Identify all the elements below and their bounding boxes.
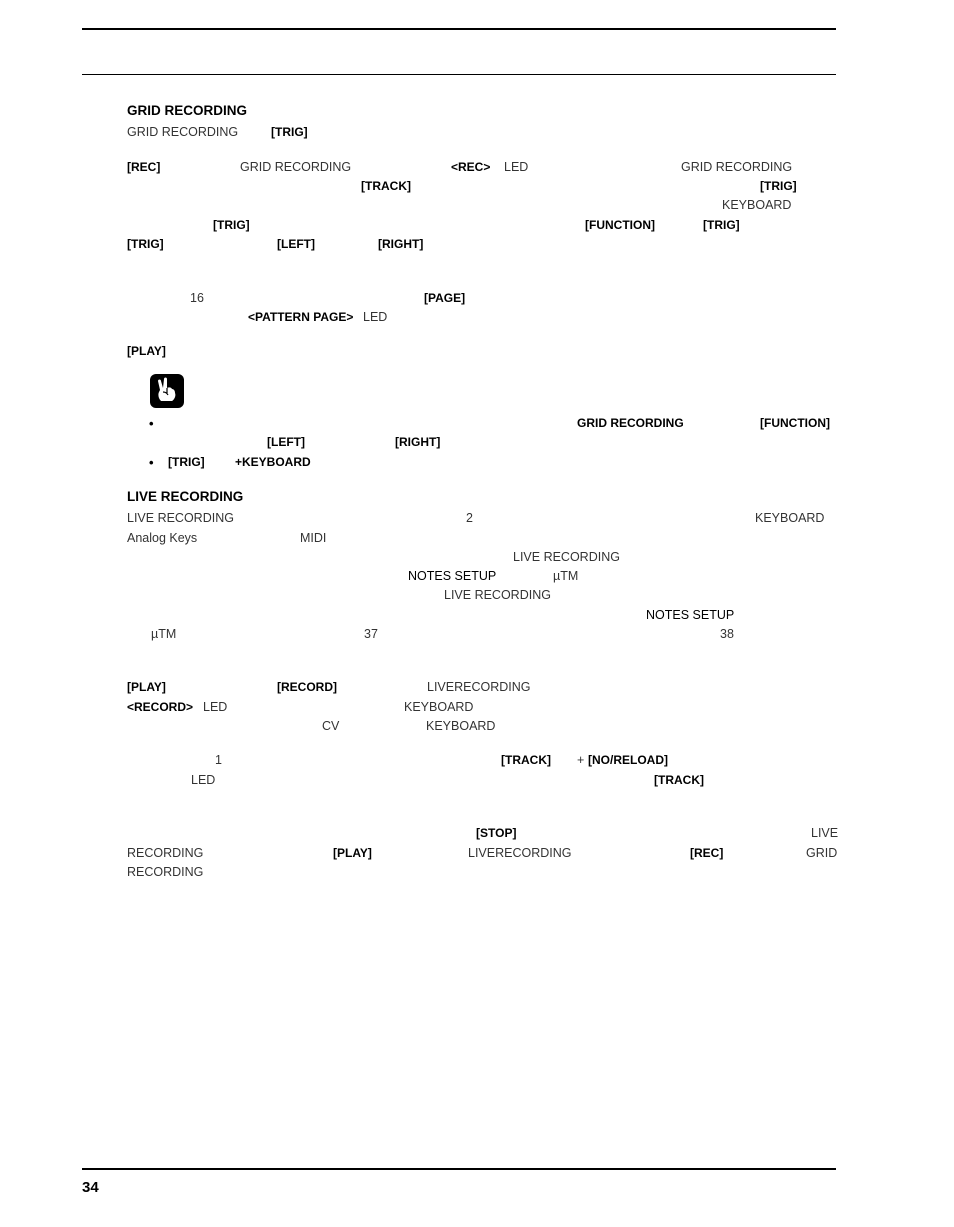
grid-play: [PLAY] bbox=[127, 344, 166, 358]
live-p3-track: [TRACK] bbox=[501, 753, 551, 767]
live-p4-grid: GRID bbox=[806, 846, 838, 860]
tip-b1-function: [FUNCTION] bbox=[760, 416, 830, 430]
live-p2-record-led: <RECORD> bbox=[127, 700, 194, 714]
grid-p1-track: [TRACK] bbox=[361, 179, 411, 193]
live-l7-38: 38 bbox=[720, 627, 734, 641]
live-p2-cv: CV bbox=[322, 719, 340, 733]
live-l2-analog: Analog Keys bbox=[127, 531, 198, 545]
grid-p1-trig1: [TRIG] bbox=[760, 179, 797, 193]
live-l1-keyboard: KEYBOARD bbox=[755, 511, 825, 525]
live-p4-recording: RECORDING bbox=[127, 846, 204, 860]
grid-p1-gr1: GRID RECORDING bbox=[240, 160, 352, 174]
live-l3-lr: LIVE RECORDING bbox=[513, 550, 620, 564]
live-p3-plus: + bbox=[577, 753, 585, 767]
grid-p1-led: LED bbox=[504, 160, 529, 174]
live-p2-play: [PLAY] bbox=[127, 680, 166, 694]
grid-p1-trig2: [TRIG] bbox=[213, 218, 250, 232]
live-p4-liverec: LIVERECORDING bbox=[468, 846, 572, 860]
live-p3-track2: [TRACK] bbox=[654, 773, 704, 787]
rec-key: [REC] bbox=[127, 160, 161, 174]
grid-p1-left: [LEFT] bbox=[277, 237, 315, 251]
live-l1-lr: LIVE RECORDING bbox=[127, 511, 234, 525]
live-l4-utm: µTM bbox=[553, 569, 579, 583]
live-l2-midi: MIDI bbox=[300, 531, 327, 545]
live-p3-1: 1 bbox=[215, 753, 222, 767]
live-l1-2: 2 bbox=[466, 511, 473, 525]
live-recording-heading: LIVE RECORDING bbox=[127, 489, 244, 504]
live-p2-led: LED bbox=[203, 700, 228, 714]
live-p3-led: LED bbox=[191, 773, 216, 787]
grid-p1-trig4: [TRIG] bbox=[127, 237, 164, 251]
tip-b2-trig: [TRIG] bbox=[168, 455, 205, 469]
grid-p2-led: LED bbox=[363, 310, 388, 324]
grid-intro-label: GRID RECORDING bbox=[127, 125, 239, 139]
grid-p1-trig3: [TRIG] bbox=[703, 218, 740, 232]
live-l7-utm: µTM bbox=[151, 627, 177, 641]
tip-bullet-2: • bbox=[149, 455, 154, 470]
live-p2-keyboard1: KEYBOARD bbox=[404, 700, 474, 714]
grid-p2-pattern-page: <PATTERN PAGE> bbox=[248, 310, 354, 324]
header-rule-bottom bbox=[82, 74, 836, 75]
tip-b1-right: [RIGHT] bbox=[395, 435, 441, 449]
live-p4-stop: [STOP] bbox=[476, 826, 517, 840]
live-l6-notes: NOTES SETUP bbox=[646, 608, 735, 622]
live-p4-live: LIVE bbox=[811, 826, 839, 840]
live-p4-play: [PLAY] bbox=[333, 846, 372, 860]
page-number: 34 bbox=[82, 1179, 99, 1196]
grid-p1-rec-led: <REC> bbox=[451, 160, 491, 174]
tip-b2-keyboard: +KEYBOARD bbox=[235, 455, 311, 469]
live-p2-keyboard2: KEYBOARD bbox=[426, 719, 496, 733]
live-p4-recording2: RECORDING bbox=[127, 865, 204, 879]
grid-p1-gr2: GRID RECORDING bbox=[681, 160, 793, 174]
live-p3-noreload: [NO/RELOAD] bbox=[588, 753, 668, 767]
tip-bullet-1: • bbox=[149, 416, 154, 431]
grid-p1-keyboard: KEYBOARD bbox=[722, 198, 792, 212]
header-rule-top bbox=[82, 28, 836, 30]
live-p2-liverec: LIVERECORDING bbox=[427, 680, 531, 694]
grid-p2-page: [PAGE] bbox=[424, 291, 466, 305]
live-p4-rec: [REC] bbox=[690, 846, 724, 860]
live-l5-lr: LIVE RECORDING bbox=[444, 588, 551, 602]
live-p2-record: [RECORD] bbox=[277, 680, 337, 694]
grid-p2-16: 16 bbox=[190, 291, 204, 305]
hand-peace-icon bbox=[150, 374, 184, 408]
tip-b1-left: [LEFT] bbox=[267, 435, 305, 449]
grid-recording-heading: GRID RECORDING bbox=[127, 103, 248, 118]
grid-p1-right: [RIGHT] bbox=[378, 237, 424, 251]
tip-b1-gr: GRID RECORDING bbox=[577, 416, 684, 430]
grid-intro-trig: [TRIG] bbox=[271, 125, 308, 139]
live-l4-notes: NOTES SETUP bbox=[408, 569, 497, 583]
footer-rule bbox=[82, 1168, 836, 1170]
grid-p1-function: [FUNCTION] bbox=[585, 218, 655, 232]
live-l7-37: 37 bbox=[364, 627, 378, 641]
